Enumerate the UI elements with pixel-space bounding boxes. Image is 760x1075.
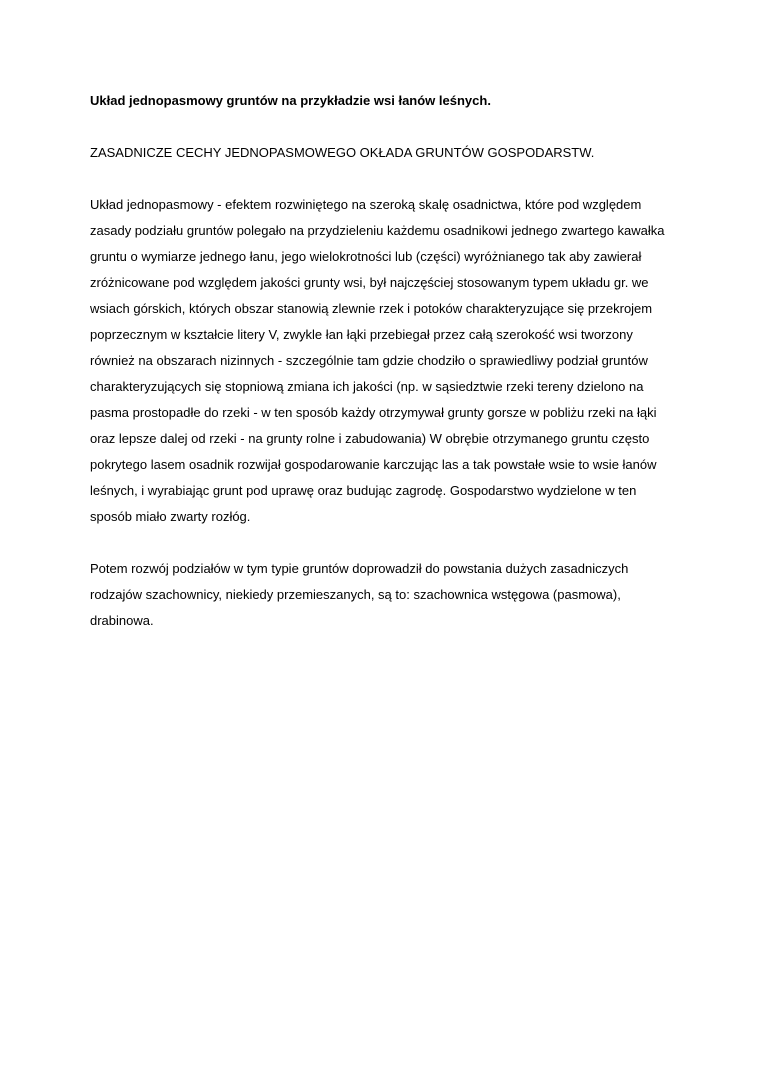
section-heading: ZASADNICZE CECHY JEDNOPASMOWEGO OKŁADA GRUNTÓW GOSPODARSTW. [90, 145, 595, 160]
paragraph-line: charakteryzujących się stopniową zmiana ich jakości (np. w sąsiedztwie rzeki tereny dzielono na [90, 379, 644, 394]
paragraph-line: drabinowa. [90, 613, 154, 628]
document-body [90, 88, 675, 634]
paragraph-line: również na obszarach nizinnych - szczególnie tam gdzie chodziło o sprawiedliwy podział gruntów [90, 353, 648, 368]
paragraph-line: oraz lepsze dalej od rzeki - na grunty rolne i zabudowania) W obrębie otrzymanego gruntu często [90, 431, 650, 446]
paragraph-line: gruntu o wymiarze jednego łanu, jego wielokrotności lub (części) wyróżnianego tak aby zawierał [90, 249, 642, 264]
paragraph-line: sposób miało zwarty rozłóg. [90, 509, 251, 524]
document-title: Układ jednopasmowy gruntów na przykładzie wsi łanów leśnych. [90, 93, 491, 108]
paragraph-1 [90, 192, 675, 530]
paragraph-line: poprzecznym w kształcie litery V, zwykle łan łąki przebiegał przez całą szerokość wsi tworzony [90, 327, 633, 342]
paragraph-line: Potem rozwój podziałów w tym typie gruntów doprowadził do powstania dużych zasadniczych [90, 561, 629, 576]
paragraph-line: Układ jednopasmowy - efektem rozwiniętego na szeroką skalę osadnictwa, które pod względem [90, 197, 642, 212]
paragraph-line: pokrytego lasem osadnik rozwijał gospodarowanie karczując las a tak powstałe wsie to wsie łanów [90, 457, 657, 472]
paragraph-line: zasady podziału gruntów polegało na przydzieleniu każdemu osadnikowi jednego zwartego kawałka [90, 223, 665, 238]
paragraph-2 [90, 556, 675, 634]
paragraph-line: zróżnicowane pod względem jakości grunty wsi, był najczęściej stosowanym typem układu gr. we [90, 275, 649, 290]
paragraph-line: pasma prostopadłe do rzeki - w ten sposób każdy otrzymywał grunty gorsze w pobliżu rzeki na łąki [90, 405, 657, 420]
paragraph-line: wsiach górskich, których obszar stanowią zlewnie rzek i potoków charakteryzujące się przekrojem [90, 301, 653, 316]
paragraph-line: rodzajów szachownicy, niekiedy przemieszanych, są to: szachownica wstęgowa (pasmowa), [90, 587, 621, 602]
paragraph-line: leśnych, i wyrabiając grunt pod uprawę oraz budując zagrodę. Gospodarstwo wydzielone w ten [90, 483, 637, 498]
